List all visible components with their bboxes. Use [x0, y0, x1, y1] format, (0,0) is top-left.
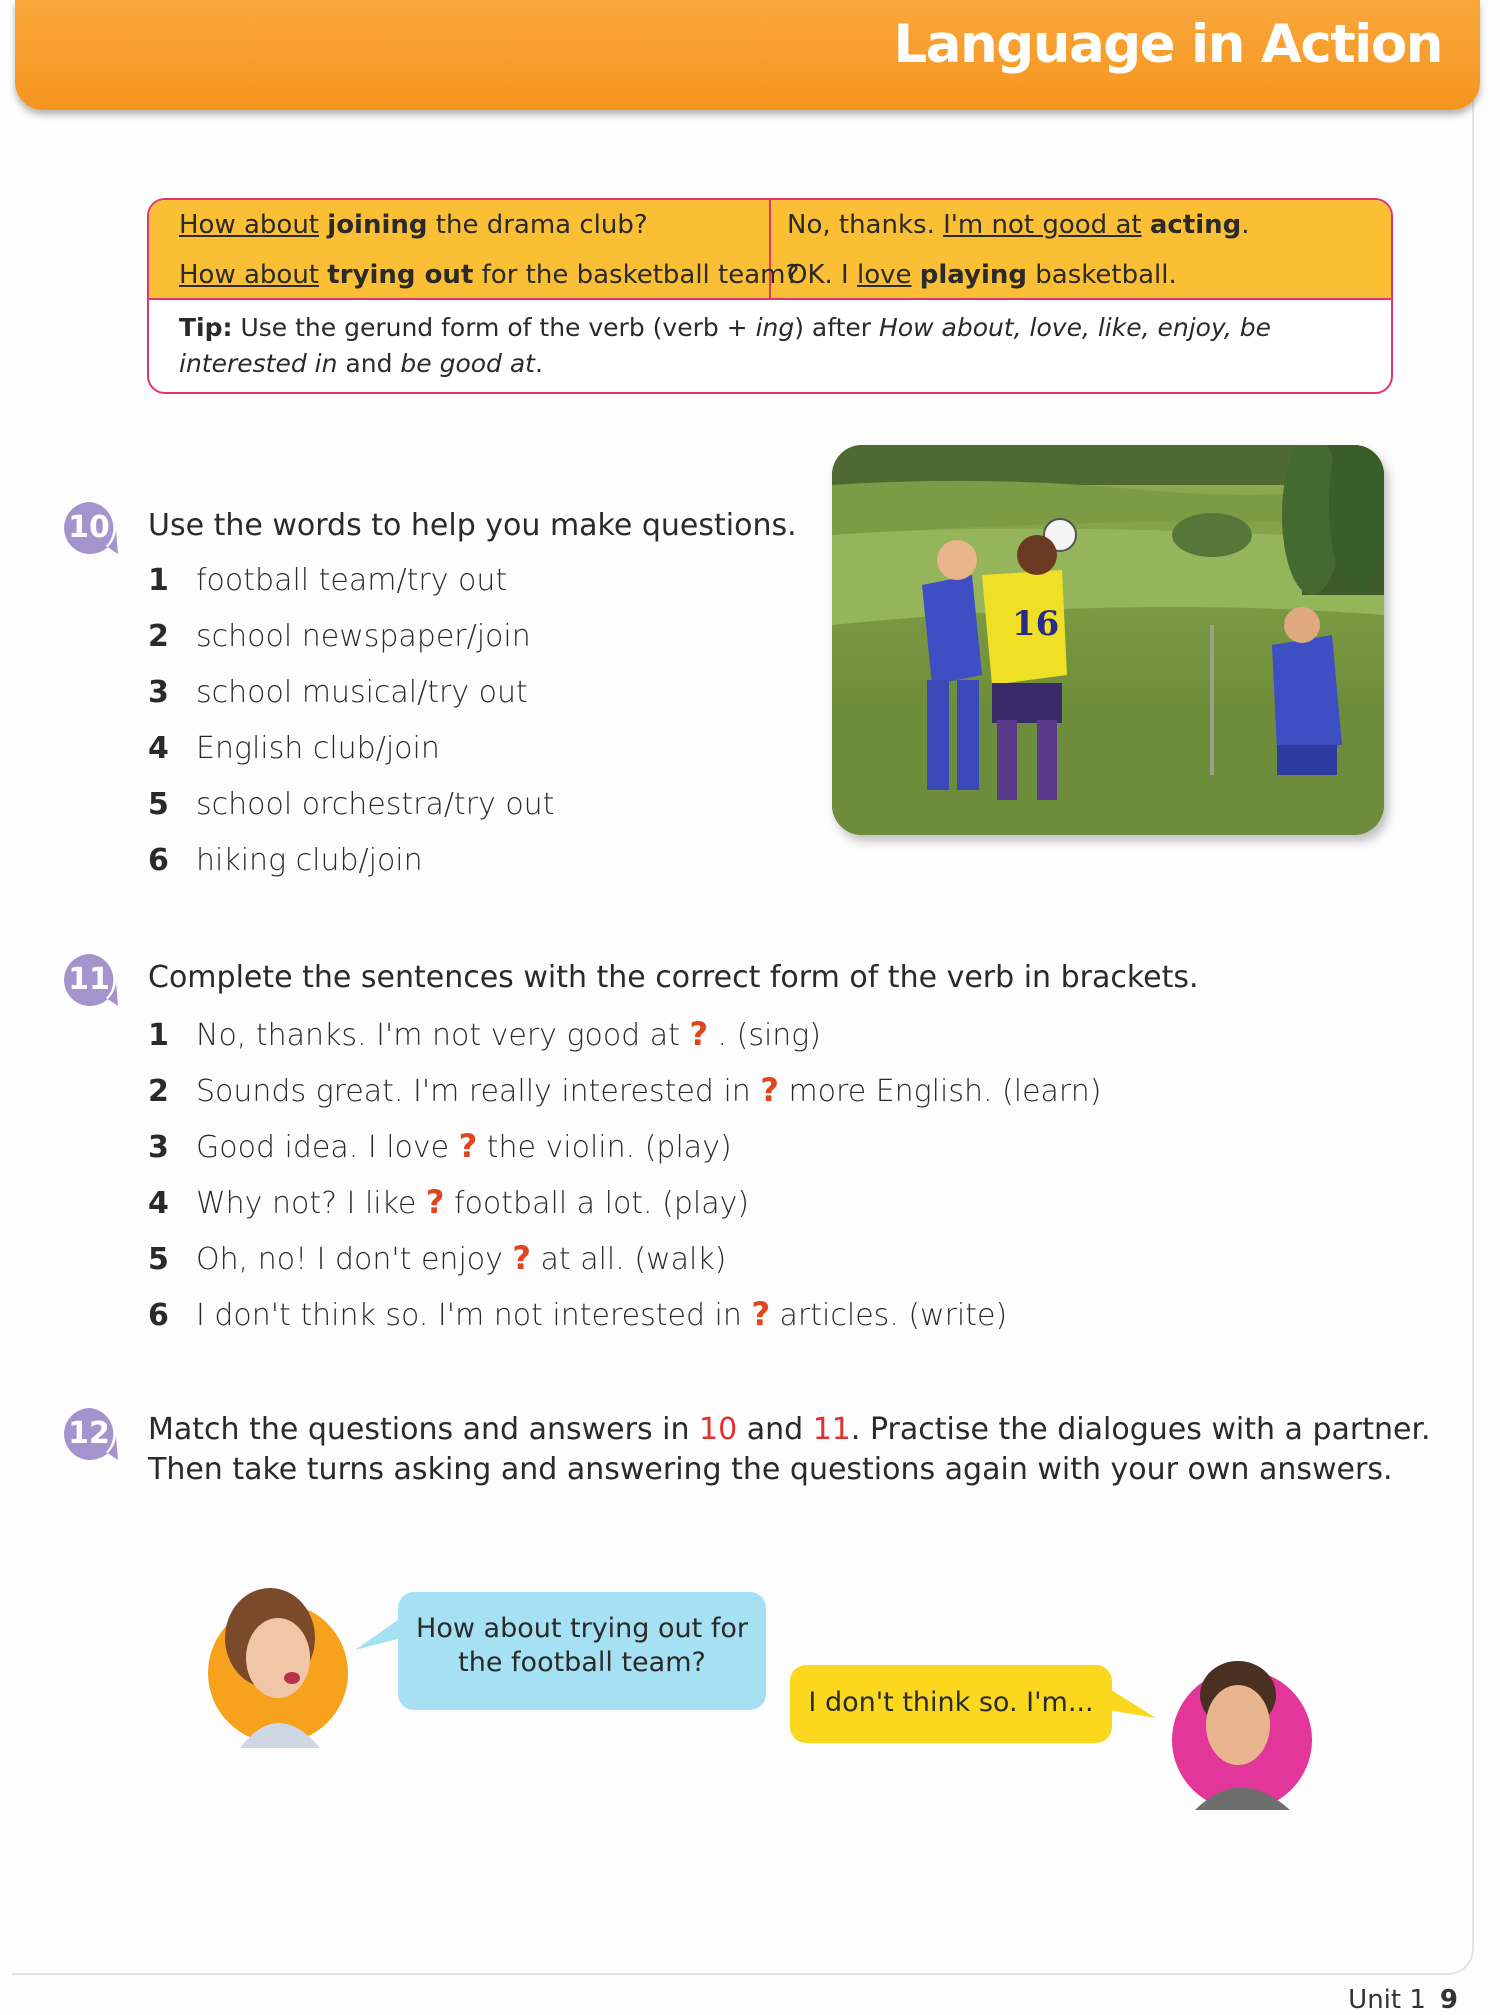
- football-photo: [832, 445, 1384, 835]
- grammar-answer-1: No, thanks. I'm not good at acting.: [787, 210, 1250, 240]
- header-banner: [15, 0, 1480, 110]
- item-number: 4: [148, 731, 169, 766]
- girl-speech-bubble: [398, 1592, 766, 1710]
- answer-gap[interactable]: ?: [760, 1071, 779, 1109]
- item-number: 1: [148, 1018, 169, 1053]
- girl-speech-line-2: the football team?: [458, 1647, 706, 1678]
- exercise-10-item: [148, 787, 554, 822]
- page-number: 9: [1439, 1985, 1458, 2015]
- exercise-10-item: [148, 563, 507, 598]
- section-title: Language in Action: [893, 14, 1442, 75]
- item-text: hiking club/join: [196, 843, 423, 878]
- exercise-10-item: [148, 619, 531, 654]
- item-text: English club/join: [196, 731, 440, 766]
- sentence-start: I don't think so. I'm not interested in: [196, 1298, 752, 1333]
- exercise-11-item: [148, 1071, 1101, 1109]
- sentence-start: Sounds great. I'm really interested in: [196, 1074, 761, 1109]
- answer-gap[interactable]: ?: [751, 1295, 771, 1333]
- boy-avatar: [1160, 1640, 1315, 1810]
- item-number: 6: [148, 1298, 169, 1333]
- exercise-12-number: 12: [68, 1416, 110, 1451]
- item-text: football team/try out: [196, 563, 508, 598]
- page-footer: [1348, 1985, 1458, 2015]
- item-text: school newspaper/join: [196, 619, 531, 654]
- sentence-end: . (sing): [708, 1018, 822, 1053]
- sentence-start: Oh, no! I don't enjoy: [196, 1242, 513, 1277]
- grammar-box: [147, 198, 1393, 394]
- item-number: 3: [148, 675, 169, 710]
- svg-text:16: 16: [1012, 604, 1060, 644]
- exercise-10-item: [148, 731, 440, 766]
- answer-gap[interactable]: ?: [689, 1015, 709, 1053]
- sentence-start: No, thanks. I'm not very good at: [196, 1018, 690, 1053]
- answer-gap[interactable]: ?: [512, 1239, 531, 1277]
- item-text: school musical/try out: [196, 675, 528, 710]
- sentence-start: Why not? I like: [196, 1186, 426, 1221]
- sentence-end: articles. (write): [770, 1298, 1008, 1333]
- item-text: school orchestra/try out: [196, 787, 555, 822]
- sentence-end: the violin. (play): [477, 1130, 732, 1165]
- item-number: 5: [148, 1242, 169, 1277]
- exercise-10-item: [148, 675, 528, 710]
- grammar-questions: [149, 200, 800, 298]
- football-scene-image: [832, 445, 1384, 835]
- exercise-11-item: [148, 1015, 821, 1053]
- boy-bubble-tail: [1108, 1688, 1158, 1728]
- item-number: 1: [148, 563, 169, 598]
- exercise-10-number: 10: [68, 510, 110, 545]
- grammar-tip: Tip: Use the gerund form of the verb (verb + ing) after How about, love, like, enjoy, be interested in and be good at.: [179, 313, 1271, 378]
- grammar-question-1: How about joining the drama club?: [179, 210, 648, 240]
- exercise-11-item: [148, 1127, 732, 1165]
- exercise-11-number: 11: [68, 962, 110, 997]
- item-number: 6: [148, 843, 169, 878]
- boy-speech-bubble: [790, 1665, 1112, 1743]
- item-number: 4: [148, 1186, 169, 1221]
- boy-speech-line: I don't think so. I'm...: [808, 1687, 1094, 1718]
- sentence-end: more English. (learn): [778, 1074, 1102, 1109]
- item-number: 3: [148, 1130, 169, 1165]
- exercise-11-item: [148, 1239, 726, 1277]
- girl-avatar: [200, 1578, 350, 1748]
- sentence-start: Good idea. I love: [196, 1130, 459, 1165]
- answer-gap[interactable]: ?: [458, 1127, 478, 1165]
- grammar-examples: [149, 200, 1391, 298]
- answer-gap[interactable]: ?: [425, 1183, 445, 1221]
- exercise-10-instruction: Use the words to help you make questions.: [148, 508, 797, 543]
- unit-label: Unit 1: [1348, 1985, 1426, 2015]
- grammar-answers: [771, 200, 1391, 298]
- exercise-10-item: [148, 843, 423, 878]
- girl-speech-line-1: How about trying out for: [416, 1613, 748, 1644]
- grammar-answer-2: OK. I love playing basketball.: [787, 260, 1177, 290]
- exercise-11-item: [148, 1295, 1007, 1333]
- sentence-end: at all. (walk): [530, 1242, 727, 1277]
- exercise-11-item: [148, 1183, 749, 1221]
- item-number: 5: [148, 787, 169, 822]
- item-number: 2: [148, 619, 169, 654]
- grammar-divider: [149, 298, 1391, 300]
- grammar-question-2: How about trying out for the basketball team?: [179, 260, 800, 290]
- exercise-12-instruction-line2: Then take turns asking and answering the questions again with your own answers.: [148, 1452, 1393, 1487]
- exercise-12-instruction-line1: Match the questions and answers in 10 and 11. Practise the dialogues with a partner.: [148, 1412, 1431, 1447]
- item-number: 2: [148, 1074, 169, 1109]
- sentence-end: football a lot. (play): [444, 1186, 750, 1221]
- exercise-11-instruction: Complete the sentences with the correct form of the verb in brackets.: [148, 960, 1199, 995]
